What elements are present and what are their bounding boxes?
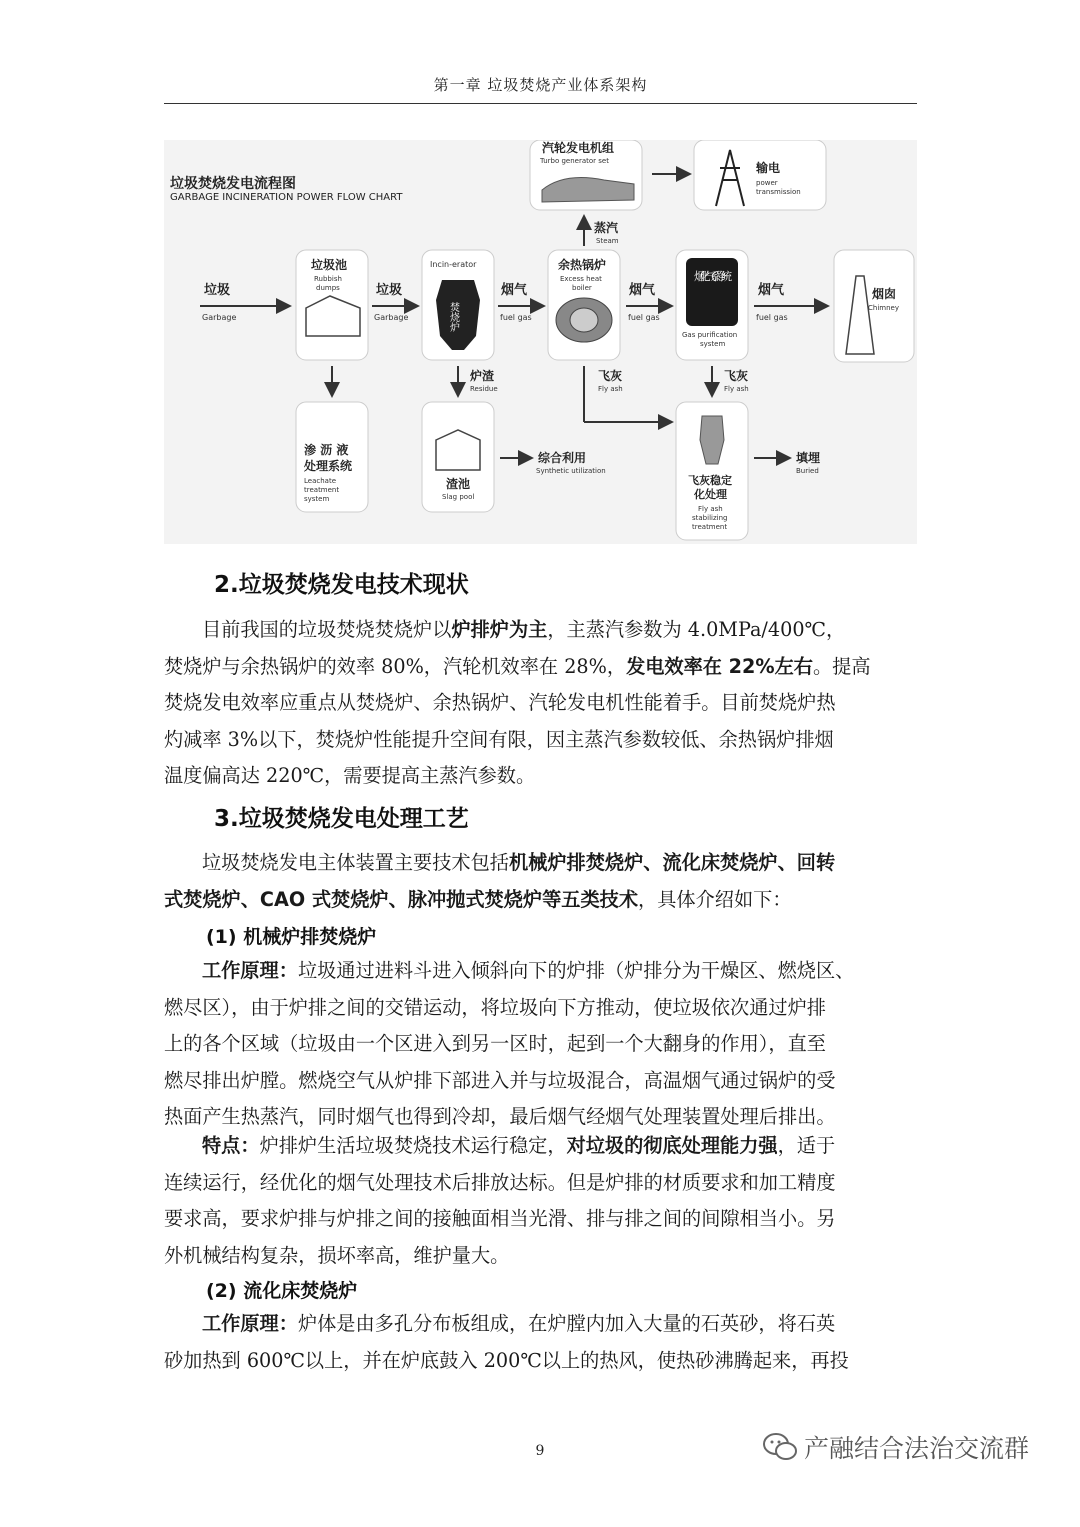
boiler-en-2: boiler [572, 284, 592, 292]
input-label-cn: 垃圾 [204, 283, 231, 298]
stabilization-cn-2: 化处理 [694, 488, 727, 501]
rubbish-en-1: Rubbish [314, 275, 342, 283]
s2-line-1b: 炉排炉为主 [451, 618, 548, 641]
page-header: 第一章 垃圾焚烧产业体系架构 [433, 76, 648, 94]
turbine-cn: 汽轮发电机组 [542, 141, 615, 155]
residue-en: Residue [470, 385, 498, 393]
fuel-gas-1-cn: 烟气 [501, 283, 528, 298]
leachate-en-2: treatment [304, 486, 340, 494]
s2-line-1a: 目前我国的垃圾焚烧焚烧炉以 [202, 618, 452, 641]
incinerator-en: Incin-erator [430, 260, 477, 269]
chimney-en: Chimney [868, 304, 899, 312]
s3-line-2b: ，具体介绍如下： [638, 887, 792, 911]
watermark-text: 产融结合法治交流群 [804, 1434, 1030, 1463]
header-rule [164, 103, 917, 104]
buried-cn: 填埋 [796, 451, 821, 465]
section-3-intro [164, 845, 917, 918]
stabilization-en-3: treatment [692, 523, 728, 531]
figure-title-cn: 垃圾焚烧发电流程图 [170, 176, 296, 192]
stabilization-en-2: stabilizing [692, 514, 728, 522]
boiler-en-1: Excess heat [560, 275, 602, 283]
slag-cn: 渣池 [446, 477, 471, 491]
rubbish-cn: 垃圾池 [311, 258, 348, 272]
fuel-gas-3-en: fuel gas [756, 313, 788, 322]
flyash-2-en: Fly ash [724, 385, 749, 393]
leachate-cn-2: 处理系统 [304, 459, 353, 473]
p2-line-4: 外机械结构复杂，损坏率高，维护量大。 [164, 1243, 510, 1267]
watermark [762, 1425, 1062, 1469]
section-2-heading: 2.垃圾焚烧发电技术现状 [214, 572, 469, 598]
steam-en: Steam [596, 237, 619, 245]
p1-line-5: 热面产生热蒸汽，同时烟气也得到冷却，最后烟气经烟气处理装置处理后排出。 [164, 1105, 836, 1129]
power-en-2: transmission [756, 188, 801, 196]
p3-line-2: 砂加热到 600℃以上，并在炉底鼓入 200℃以上的热风，使热砂沸腾起来，再投 [164, 1348, 849, 1372]
purification-cn: 烟化气系净统 [694, 270, 732, 283]
s3-line-1b: 机械炉排焚烧炉、流化床焚烧炉、回转 [509, 851, 836, 874]
leachate-cn-1: 渗 沥 液 [304, 443, 349, 457]
p1-line-1 [164, 953, 917, 990]
s3-line-2a: 式焚烧炉、CAO 式焚烧炉、脉冲抛式焚烧炉等五类技术 [164, 887, 639, 911]
p2-line-1a: 炉排炉生活垃圾焚烧技术运行稳定， [259, 1134, 567, 1157]
s2-line-2b: 发电效率在 22%左右 [626, 654, 813, 678]
p2-line-1 [164, 1128, 917, 1165]
power-cn: 输电 [756, 161, 781, 175]
flyash-2-cn: 飞灰 [724, 369, 749, 383]
s2-line-3: 焚烧发电效率应重点从焚烧炉、余热锅炉、汽轮发电机性能着手。目前焚烧炉热 [164, 691, 836, 715]
p2-line-3: 要求高，要求炉排与炉排之间的接触面相当光滑、排与排之间的间隙相当小。另 [164, 1207, 836, 1231]
purification-en-2: system [700, 340, 726, 348]
s3-line-1a: 垃圾焚烧发电主体装置主要技术包括 [202, 851, 509, 874]
s2-line-2 [164, 649, 917, 686]
s2-line-4: 灼减率 3%以下，焚烧炉性能提升空间有限，因主蒸汽参数较低、余热锅炉排烟 [164, 727, 834, 751]
subsection-2-principle [164, 1306, 917, 1379]
fuel-gas-3-cn: 烟气 [758, 283, 785, 298]
s2-line-5: 温度偏高达 220℃，需要提高主蒸汽参数。 [164, 764, 536, 788]
power-box [694, 140, 826, 210]
power-en-1: power [756, 179, 778, 187]
synthetic-en: Synthetic utilization [536, 467, 606, 475]
p1-line-3: 上的各个区域（垃圾由一个区进入到另一区时，起到一个大翻身的作用），直至 [164, 1032, 826, 1056]
turbine-en: Turbo generator set [540, 157, 609, 165]
incinerator-cn: 焚烧炉 [447, 302, 459, 332]
fuel-gas-2-cn: 烟气 [629, 283, 656, 298]
p2-line-1b: 对垃圾的彻底处理能力强 [566, 1134, 778, 1157]
p1-label: 工作原理： [202, 959, 298, 982]
arrow2-label-cn: 垃圾 [376, 283, 403, 298]
leachate-en-1: Leachate [304, 477, 336, 485]
p1-line-1-text: 垃圾通过进料斗进入倾斜向下的炉排（炉排分为干燥区、燃烧区、 [297, 959, 855, 982]
s2-line-2a: 焚烧炉与余热锅炉的效率 80%，汽轮机效率在 28%， [164, 654, 627, 678]
synthetic-cn: 综合利用 [538, 451, 587, 465]
fuel-gas-1-en: fuel gas [500, 313, 532, 322]
s2-line-1 [164, 612, 917, 649]
buried-en: Buried [796, 467, 819, 475]
steam-cn: 蒸汽 [594, 221, 619, 235]
flyash-1-en: Fly ash [598, 385, 623, 393]
leachate-en-3: system [304, 495, 330, 503]
subsection-1-principle [164, 953, 917, 1136]
flow-chart-figure [164, 140, 917, 544]
subsection-2-heading: (2) 流化床焚烧炉 [206, 1280, 358, 1302]
arrow2-label-en: Garbage [374, 313, 409, 322]
figure-title-en: GARBAGE INCINERATION POWER FLOW CHART [170, 192, 403, 203]
residue-cn: 炉渣 [470, 369, 495, 383]
section-3-heading: 3.垃圾焚烧发电处理工艺 [214, 806, 469, 832]
flyash-1-cn: 飞灰 [598, 369, 623, 383]
stabilization-en-1: Fly ash [698, 505, 723, 513]
s3-line-2 [164, 882, 917, 919]
boiler-cn: 余热锅炉 [558, 258, 607, 272]
p3-label: 工作原理： [202, 1312, 298, 1335]
p1-line-2: 燃尽区），由于炉排之间的交错运动，将垃圾向下方推动，使垃圾依次通过炉排 [164, 995, 826, 1019]
purification-en-1: Gas purification [682, 331, 738, 339]
p3-line-1 [164, 1306, 917, 1343]
section-2-paragraph [164, 612, 917, 795]
p2-line-1c: ，适于 [777, 1134, 836, 1157]
chimney-cn: 烟囱 [872, 287, 897, 301]
subsection-1-features [164, 1128, 917, 1274]
s2-line-1c: ，主蒸汽参数为 4.0MPa/400℃， [547, 618, 846, 641]
rubbish-en-2: dumps [316, 284, 340, 292]
p2-line-2: 连续运行，经优化的烟气处理技术后排放达标。但是炉排的材质要求和加工精度 [164, 1170, 836, 1194]
slag-en: Slag pool [442, 493, 475, 501]
subsection-1-heading: (1) 机械炉排焚烧炉 [206, 926, 377, 948]
page-number: 9 [535, 1443, 545, 1459]
stabilization-cn-1: 飞灰稳定 [688, 474, 732, 487]
s3-line-1 [164, 845, 917, 882]
wechat-icon [762, 1432, 798, 1462]
p3-line-1-text: 炉体是由多孔分布板组成，在炉膛内加入大量的石英砂，将石英 [297, 1312, 836, 1335]
fuel-gas-2-en: fuel gas [628, 313, 660, 322]
p1-line-4: 燃尽排出炉膛。燃烧空气从炉排下部进入并与垃圾混合，高温烟气通过锅炉的受 [164, 1068, 836, 1092]
input-label-en: Garbage [202, 313, 237, 322]
p2-label: 特点： [202, 1134, 260, 1157]
s2-line-2c: 。提高 [812, 654, 871, 678]
